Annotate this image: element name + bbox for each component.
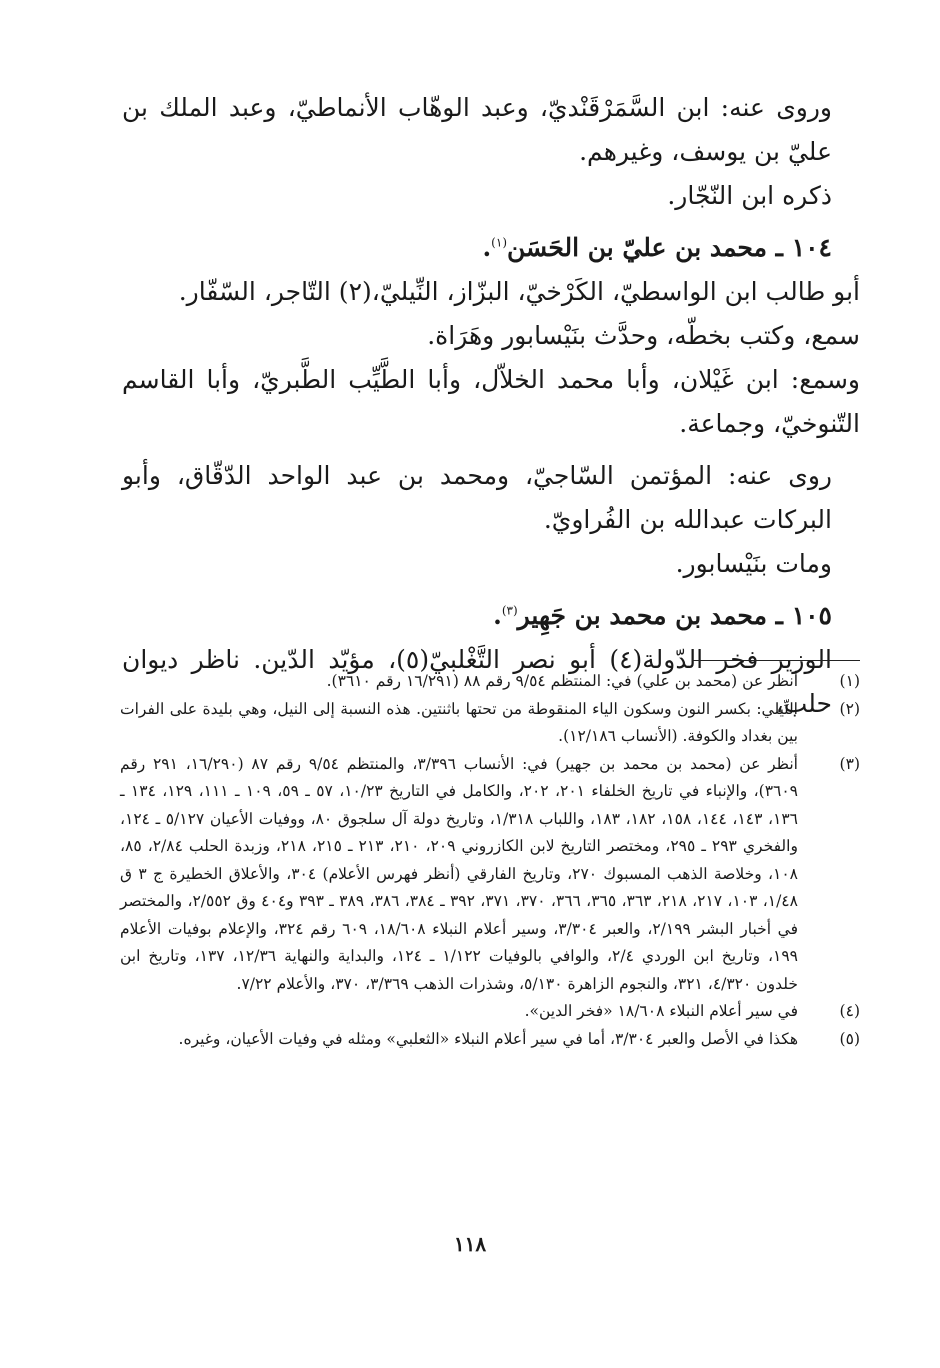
footnote-number: (٤) (839, 1002, 860, 1020)
footnote-text: في سير أعلام النبلاء ١٨/٦٠٨ «فخر الدين». (524, 1002, 798, 1020)
entry-heading-104 (122, 226, 860, 270)
footnote-ref: (٣) (501, 603, 518, 618)
footnote-number: (١) (839, 672, 860, 690)
footnote (120, 751, 860, 999)
paragraph: سمع، وكتب بخطّه، وحدَّث بنَيْسابور وهَرَاة. (427, 321, 860, 350)
paragraph: ذكره ابن النّجّار. (667, 181, 832, 210)
footnote-text: النِّيلي: بكسر النون وسكون الياء المنقوطة من تحتها باثنتين. هذه النسبة إلى النيل، وهي بليدة على الفرات بين بغداد والكوفة. (الأنساب ١٢/١٨٦). (120, 699, 798, 745)
footnote (120, 1026, 860, 1054)
footnotes (120, 668, 860, 1053)
main-text (122, 86, 860, 726)
paragraph: الوزير فخر الدّولة(٤) أبو نصر التَّغْلبيّ(٥)، مؤيّد الدّين. ناظر ديوان حلب، (122, 645, 832, 718)
footnote (120, 998, 860, 1026)
footnote-ref: (١) (491, 235, 507, 250)
page-number: ١١٨ (453, 1232, 487, 1256)
footnote (120, 668, 860, 696)
entry-heading-105 (122, 594, 860, 638)
entry-title: ١٠٥ ـ محمد بن محمد بن جَهِير (517, 601, 832, 630)
paragraph: روى عنه: المؤتمن السّاجيّ، ومحمد بن عبد الواحد الدّقّاق، وأبو البركات عبدالله بن الفُراويّ. (122, 461, 832, 534)
entry-title: ١٠٤ ـ محمد بن عليّ بن الحَسَن (507, 233, 832, 262)
footnote-number: (٣) (839, 754, 860, 773)
paragraph: وروى عنه: ابن السَّمَرْقَنْديّ، وعبد الوهّاب الأنماطيّ، وعبد الملك بن عليّ بن يوسف، وغيرهم. (122, 93, 832, 166)
paragraph: أبو طالب ابن الواسطيّ، الكَرْخيّ، البزّاز، النِّيليّ،(٢) التّاجر، السّفّار. (178, 277, 860, 306)
footnote (120, 696, 860, 751)
footnote-text: أنظر عن (محمد بن محمد بن جهير) في: الأنساب ٣/٣٩٦، والمنتظم ٩/٥٤ رقم ٨٧ (١٦/٢٩٠، ٢٩١ رقم ٣٦٠٩)، والإنباء في تاريخ الخلفاء ٢٠١، ٢٠٢، والكامل في التاريخ ١٠/٢٣، ٥٧ ـ ٥٩، ١٠٩ ـ ١١١، ١٢٩، ١٣٤ ـ ١٣٦، ١٤٣، ١٤٤، ١٥٨، ١٨٢، ١٨٣، واللباب ١/٣١٨، وتاريخ دولة آل سلجوق ٨٠، ووفيات الأعيان ٥/١٢٧ ـ ١٢٤، والفخري ٢٩٣ ـ ٢٩٥، ومختصر التاريخ لابن الكازروني ٢٠٩، ٢١٠، ٢١٣ ـ ٢١٥، ٢١٨، وزبدة الحلب ٢/٨٤، ٨٥، ١٠٨، وخلاصة الذهب المسبوك ٢٧٠، وتاريخ الفارقي (أنظر فهرس الأعلام) ٣٠٤، والأعلاق الخطيرة ج ٣ ق ١/٤٨، ١٠٣، ٢١٧، ٢١٨، ٣٦٣، ٣٦٥، ٣٦٦، ٣٧٠، ٣٧١، ٣٩٢ ـ ٣٨٤، ٣٨٦، ٣٨٩ ـ ٣٩٣ و٤٠٤ وق ٢/٥٥٢، والمختصر في أخبار البشر ٢/١٩٩، والعبر ٣/٣٠٤، وسير أعلام النبلاء ١٨/٦٠٨، ٦٠٩ رقم ٣٢٤، والإعلام بوفيات الأعلام ١٩٩، وتاريخ ابن الوردي ٢/٤، والوافي بالوفيات ١/١٢٢ ـ ١٢٤، والبداية والنهاية ١٢/٣٦، ١٣٧، وتاريخ ابن خلدون ٤/٣٢٠، ٣٢١، والنجوم الزاهرة ٥/١٣٠، وشذرات الذهب ٣/٣٦٩، ٣٧٠، والأعلام ٧/٢٢. (120, 754, 799, 993)
footnote-number: (٢) (839, 699, 860, 718)
footnote-number: (٥) (839, 1029, 860, 1048)
footnote-text: أنظر عن (محمد بن علي) في: المنتظم ٩/٥٤ رقم ٨٨ (١٦/٢٩١ رقم ٣٦١٠). (326, 672, 798, 690)
entry-end: . (482, 233, 492, 262)
footnote-text: هكذا في الأصل والعبر ٣/٣٠٤، أما في سير أعلام النبلاء «الثعلبي» ومثله في وفيات الأعيان، وغيره. (178, 1029, 798, 1048)
footnote-divider (692, 660, 860, 661)
paragraph: وسمع: ابن غَيْلان، وأبا محمد الخلاّل، وأبا الطَّيِّب الطَّبريّ، وأبا القاسم التّنوخيّ، وجماعة. (122, 365, 860, 438)
entry-end: . (493, 601, 502, 630)
paragraph: ومات بنَيْسابور. (675, 549, 832, 578)
